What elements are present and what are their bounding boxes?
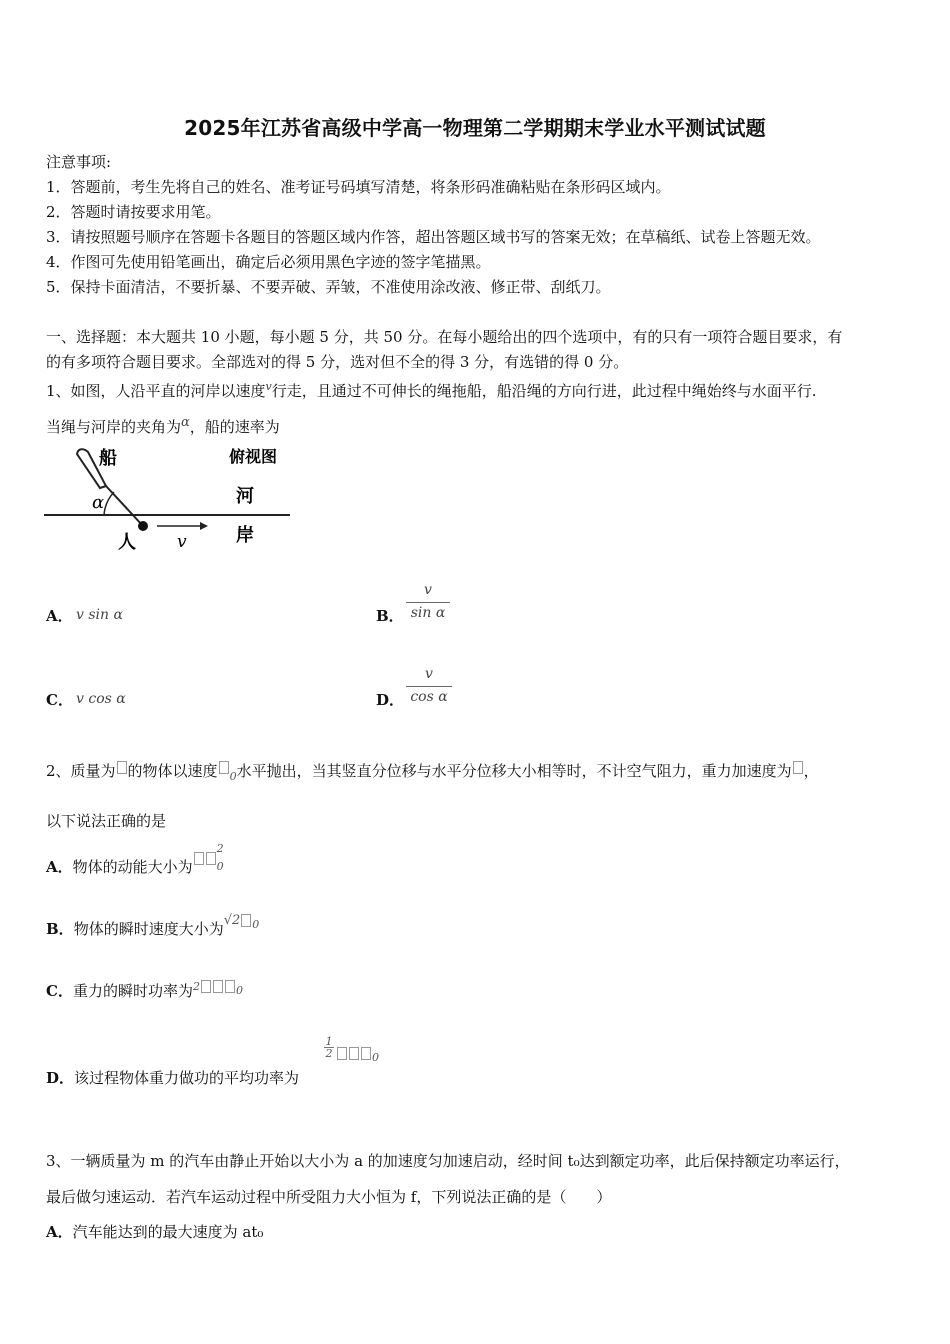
river-label: 河 — [236, 486, 254, 507]
angle-label: α — [92, 492, 105, 513]
q1-option-b-den: sin α — [410, 605, 446, 621]
q1-text-d: ，船的速率为 — [189, 418, 280, 436]
q1-var-v: v — [265, 380, 272, 393]
q1-text-b: 行走，且通过不可伸长的绳拖船，船沿绳的方向行进，此过程中绳始终与水面平行. — [271, 382, 817, 400]
q2-option-d-sub: 0 — [372, 1051, 379, 1064]
q3-line2: 最后做匀速运动．若汽车运动过程中所受阻力大小恒为 f，下列说法正确的是（ ） — [46, 1188, 612, 1206]
q1-option-d-num: v — [425, 666, 433, 682]
q1-option-c-label: C． — [46, 691, 73, 709]
notice-heading: 注意事项: — [46, 153, 112, 171]
q2-text-4: ， — [803, 762, 819, 780]
q1-option-b-fraction — [406, 582, 450, 621]
q2-text-3: 水平抛出，当其竖直分位移与水平分位移大小相等时，不计空气阻力，重力加速度为 — [236, 762, 792, 780]
notice-item-1: 1．答题前，考生先将自己的姓名、准考证号码填写清楚，将条形码准确粘贴在条形码区域内。 — [46, 178, 671, 196]
q2-option-b-sqrt: √2 — [223, 913, 241, 928]
q1-option-b-num: v — [424, 582, 432, 598]
q1-option-b-label: B． — [376, 607, 404, 625]
q2-text-2: 的物体以速度 — [127, 762, 218, 780]
missing-glyph-box — [201, 980, 211, 993]
q2-option-d-fraction — [324, 1036, 334, 1059]
missing-glyph-box — [194, 852, 204, 865]
missing-glyph-box — [349, 1047, 359, 1060]
q1-line1 — [46, 377, 817, 401]
notice-item-5: 5．保持卡面清洁，不要折暴、不要弄破、弄皱，不准使用涂改液、修正带、刮纸刀。 — [46, 278, 611, 296]
velocity-arrowhead — [200, 522, 208, 530]
q2-sub-0: 0 — [229, 770, 237, 783]
q1-option-d-label: D． — [376, 691, 405, 709]
notice-item-2: 2．答题时请按要求用笔。 — [46, 203, 221, 221]
missing-glyph-box — [206, 852, 216, 865]
section1-line2: 的有多项符合题目要求。全部选对的得 5 分，选对但不全的得 3 分，有选错的得 0 分。 — [46, 353, 629, 371]
missing-glyph-box — [213, 980, 223, 993]
q2-option-b-label: B． — [46, 920, 74, 938]
q1-option-a-value: v sin α — [76, 607, 123, 623]
q2-option-a-label: A． — [46, 858, 73, 876]
section1-line1: 一、选择题：本大题共 10 小题，每小题 5 分，共 50 分。在每小题给出的四个选项中，有的只有一项符合题目要求，有 — [46, 328, 843, 346]
velocity-label: v — [177, 532, 187, 552]
q2-option-a-sub: 0 — [216, 860, 224, 873]
q3-line1: 3、一辆质量为 m 的汽车由静止开始以大小为 a 的加速度匀加速启动，经时间 t₀达到额定功率，此后保持额定功率运行， — [46, 1152, 850, 1170]
page-title: 2025年江苏省高级中学高一物理第二学期期末学业水平测试试题 — [184, 116, 766, 140]
missing-glyph-box — [225, 980, 235, 993]
q2-line1 — [46, 761, 819, 787]
bank-label: 岸 — [236, 525, 254, 546]
q2-option-d — [46, 1068, 299, 1088]
q1-text-a: 1、如图，人沿平直的河岸以速度 — [46, 382, 266, 400]
q2-option-a-text: 物体的动能大小为 — [72, 858, 193, 876]
missing-glyph-box — [219, 761, 229, 774]
q3-option-a-text: 汽车能达到的最大速度为 at₀ — [72, 1223, 264, 1241]
person-label: 人 — [118, 532, 136, 553]
q2-option-b-sub: 0 — [252, 918, 260, 931]
q2-option-b-text: 物体的瞬时速度大小为 — [73, 920, 224, 938]
q1-text-c: 当绳与河岸的夹角为 — [46, 418, 182, 436]
q1-option-c-value: v cos α — [76, 691, 126, 707]
q2-option-b — [46, 913, 260, 945]
rope-line — [106, 486, 143, 526]
q1-figure — [44, 440, 294, 555]
q1-option-d-fraction — [406, 666, 452, 705]
q2-option-c-sub: 0 — [235, 984, 243, 997]
top-view-label: 俯视图 — [229, 447, 278, 466]
angle-arc — [104, 492, 114, 515]
missing-glyph-box — [241, 914, 251, 927]
notice-item-4: 4．作图可先使用铅笔画出，确定后必须用黑色字迹的签字笔描黑。 — [46, 253, 491, 271]
fraction-bar — [406, 686, 452, 687]
q3-option-a-label: A． — [46, 1223, 73, 1241]
q1-line2 — [46, 413, 280, 437]
q2-option-d-den: 2 — [325, 1047, 333, 1060]
q2-option-c-label: C． — [46, 982, 73, 1000]
q2-option-a-sup: 2 — [216, 842, 224, 855]
q2-option-c — [46, 981, 243, 1007]
q1-option-d-den: cos α — [410, 689, 448, 705]
notice-item-3: 3．请按照题号顺序在答题卡各题目的答题区域内作答，超出答题区域书写的答案无效；在草稿纸、试卷上答题无效。 — [46, 228, 821, 246]
person-dot — [138, 521, 148, 531]
missing-glyph-box — [793, 761, 803, 774]
missing-glyph-box — [361, 1047, 371, 1060]
boat-label: 船 — [99, 448, 117, 469]
q2-line2: 以下说法正确的是 — [46, 812, 167, 830]
q2-option-c-text: 重力的瞬时功率为 — [72, 982, 193, 1000]
q2-option-d-num: 1 — [325, 1035, 333, 1048]
q3-option-a — [46, 1222, 263, 1242]
missing-glyph-box — [337, 1047, 347, 1060]
q2-option-d-text: 该过程物体重力做功的平均功率为 — [74, 1069, 300, 1087]
fraction-bar — [406, 602, 450, 603]
q1-option-a-label: A． — [46, 607, 73, 625]
q2-text-1: 2、质量为 — [46, 762, 116, 780]
missing-glyph-box — [117, 761, 127, 774]
q2-option-d-expr — [336, 1043, 379, 1064]
q2-option-d-label: D． — [46, 1069, 75, 1087]
q2-option-a — [46, 842, 224, 883]
q1-var-alpha: α — [181, 415, 190, 430]
q2-option-c-coef: 2 — [192, 980, 200, 993]
